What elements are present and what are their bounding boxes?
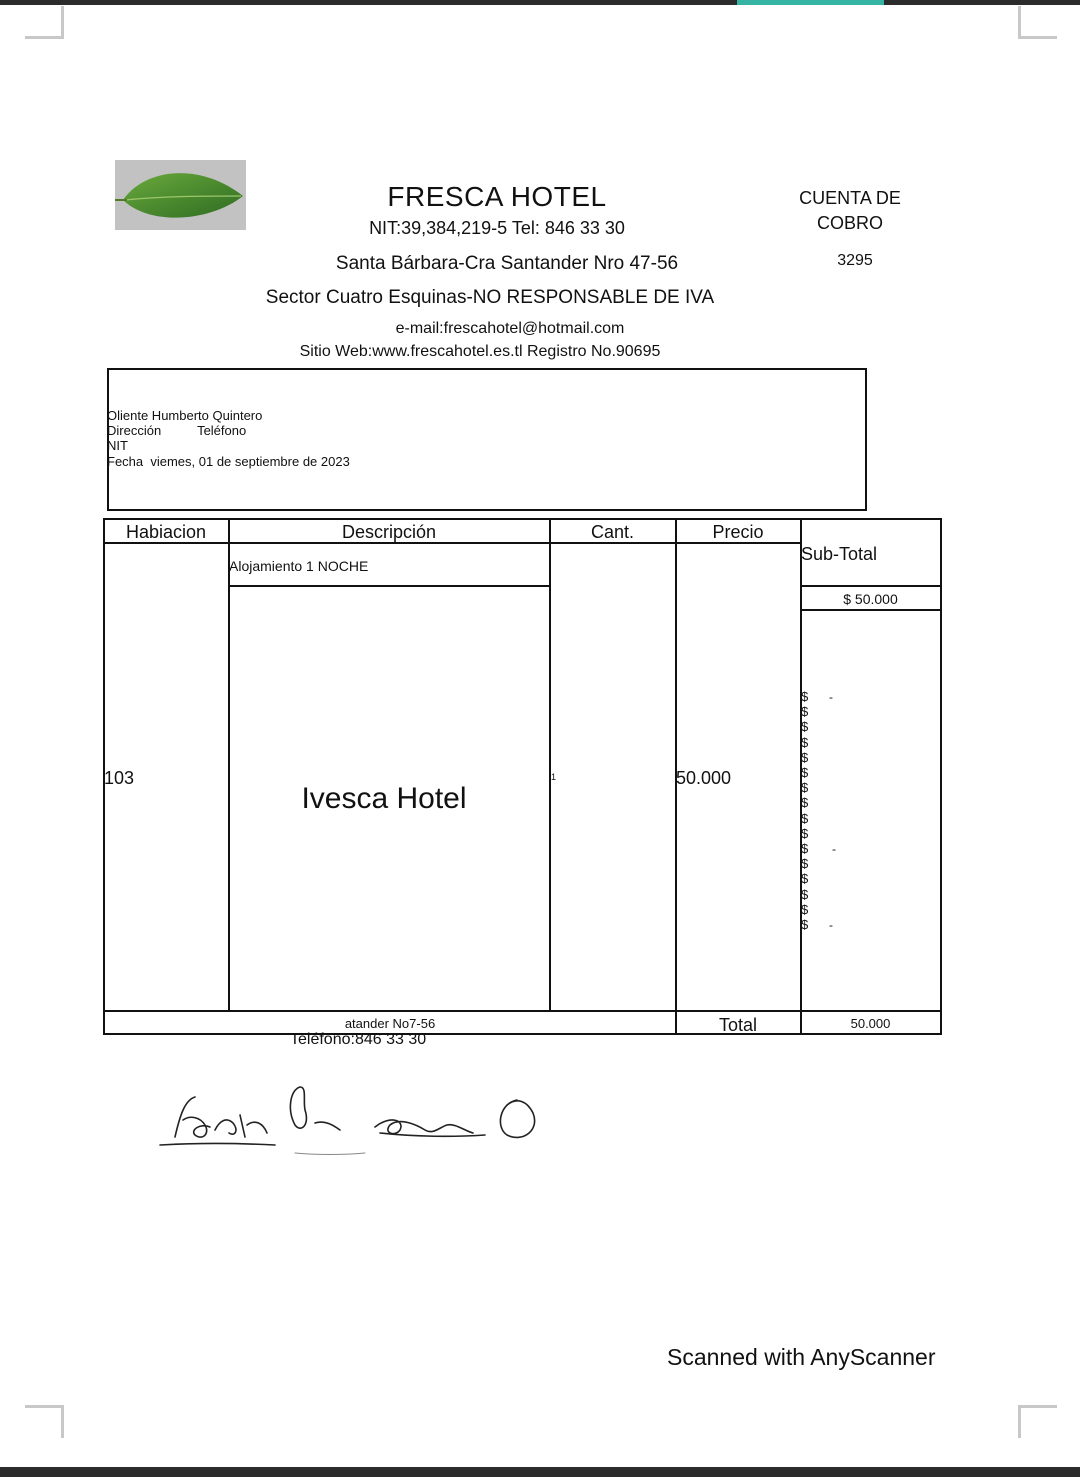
document-type-line1: CUENTA DE [799,188,901,208]
col-divider-1 [228,518,230,1011]
description-divider [228,585,550,587]
hotel-name: FRESCA HOTEL [387,181,607,212]
dollar-sign: $ [801,871,809,887]
dollar-sign: $ [801,856,809,872]
document-number: 3295 [837,252,873,269]
client-nit: NIT [107,438,128,453]
address-line: Santa Bárbara-Cra Santander Nro 47-56 [335,253,679,274]
room-number: 103 [104,768,135,788]
dollar-sign: $ [801,765,809,781]
subtotal-divider-1 [801,585,942,587]
dollar-sign: $ [801,825,809,841]
crop-corner-top-left-icon [25,6,64,39]
crop-corner-top-right-icon [1018,6,1057,39]
item-description: Alojamiento 1 NOCHE [229,558,369,574]
scanner-watermark: Scanned with AnyScanner [667,1344,936,1370]
dash-1: - [829,690,833,704]
sector-line: Sector Cuatro Esquinas-NO RESPONSABLE DE IVA [265,287,715,308]
invoice-date: Fecha viemes, 01 de septiembre de 2023 [107,454,350,469]
table-border-right [940,518,942,1035]
subtotal-divider-2 [801,609,942,611]
table-border-bottom [103,1033,942,1035]
client-name: Oliente Humberto Quintero [107,408,263,423]
dash-2: - [832,842,836,856]
dollar-sign: $ [801,734,809,750]
dollar-sign: $ [801,810,809,826]
email-line: e-mail:frescahotel@hotmail.com [395,320,625,337]
dollar-sign: $ [801,689,809,704]
header-subtotal: Sub-Total [801,544,878,564]
dollar-sign: $ [801,917,809,933]
footer-phone: Teléfono:846 33 30 [290,1031,427,1048]
dollar-sign: $ [801,795,809,811]
scanner-bottom-bar [0,1467,1080,1477]
dash-3: - [829,918,833,932]
dollar-sign: $ [801,749,809,765]
document-type [780,186,920,236]
scanner-top-bar [0,0,1080,5]
total-value: 50.000 [850,1016,891,1031]
dollar-sign: $ [801,841,809,857]
scanner-top-accent [737,0,884,5]
dollar-sign: $ [801,780,809,796]
header-descripcion: Descripción [341,522,437,542]
leaf-logo-icon [115,160,246,230]
dollar-sign: $ [801,886,809,902]
dollar-sign: $ [801,901,809,917]
header-precio: Precio [712,522,764,542]
item-quantity: 1 [551,772,557,782]
col-divider-2 [549,518,551,1011]
footer-address: atander No7-56 [344,1016,436,1031]
item-subtotal: $ 50.000 [843,591,898,607]
dollar-sign: $ [801,704,809,720]
header-cantidad: Cant. [590,522,635,542]
client-address-phone: Dirección Teléfono [107,423,247,438]
crop-corner-bottom-left-icon [25,1405,64,1438]
client-info-box [107,368,867,511]
document-type-line2: COBRO [816,213,883,233]
total-label: Total [718,1015,758,1035]
watermark-text: Ivesca Hotel [301,782,467,815]
website-line: Sitio Web:www.frescahotel.es.tl Registro No.90695 [299,343,661,360]
handwritten-signature [155,1075,545,1165]
nit-phone-line: NIT:39,384,219-5 Tel: 846 33 30 [369,218,625,238]
item-price: 50.000 [676,768,732,788]
dollar-sign-column [801,689,813,932]
dollar-sign: $ [801,719,809,735]
crop-corner-bottom-right-icon [1018,1405,1057,1438]
header-habitacion: Habiacion [125,522,207,542]
